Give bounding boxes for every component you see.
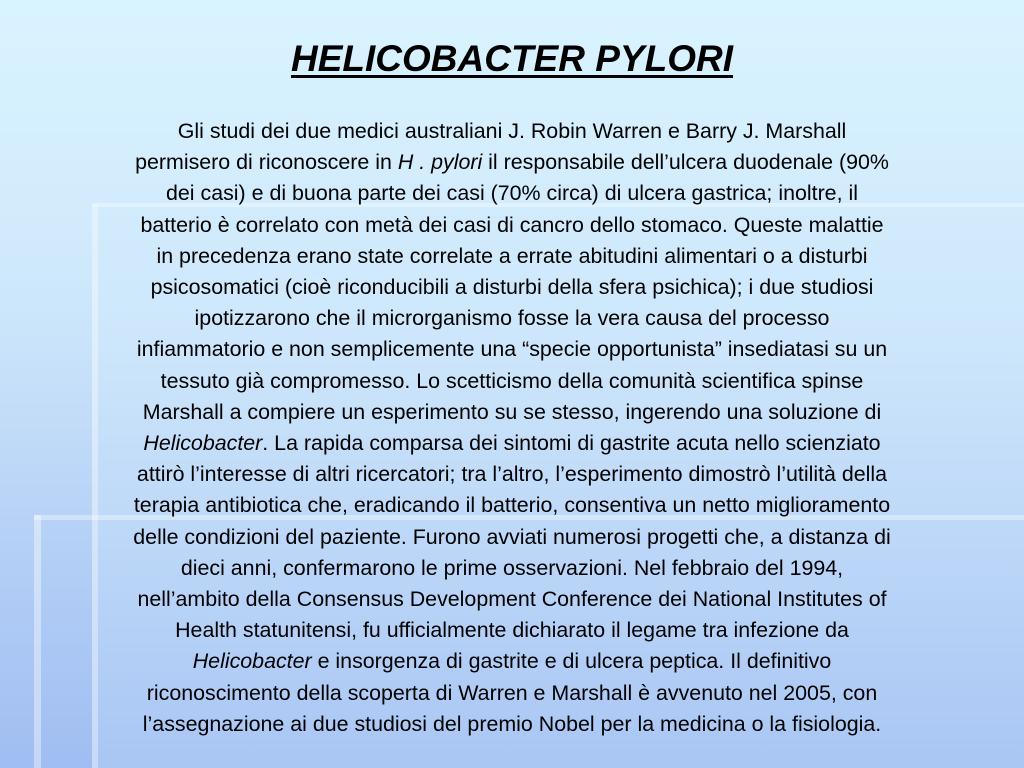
slide-body-text	[50, 116, 974, 740]
text-line: tessuto già compromesso. Lo scetticismo della comunità scientifica spinse	[160, 368, 864, 393]
text-line: l’assegnazione ai due studiosi del premio Nobel per la medicina o la fisiologia.	[142, 711, 882, 736]
text-line: Helicobacter. La rapida comparsa dei sintomi di gastrite acuta nello scienziato	[143, 431, 881, 456]
text-line: infiammatorio e non semplicemente una “specie opportunista” insediatasi su un	[136, 337, 888, 362]
text-line: batterio è correlato con metà dei casi di cancro dello stomaco. Queste malattie	[140, 212, 884, 237]
text-line: ipotizzarono che il microrganismo fosse la vera causa del processo	[194, 306, 830, 331]
genus-name-italic: Helicobacter	[192, 649, 312, 674]
slide-title: HELICOBACTER PYLORI	[291, 38, 733, 79]
text-line: permisero di riconoscere in H . pylori il responsabile dell’ulcera duodenale (90%	[135, 150, 889, 175]
text-line: riconoscimento della scoperta di Warren e Marshall è avvenuto nel 2005, con	[146, 680, 878, 705]
text-line: delle condizioni del paziente. Furono avviati numerosi progetti che, a distanza di	[133, 524, 891, 549]
text-line: dieci anni, confermarono le prime osservazioni. Nel febbraio del 1994,	[180, 555, 844, 580]
genus-name-italic: Helicobacter	[143, 431, 263, 456]
text-line: Health statunitensi, fu ufficialmente dichiarato il legame tra infezione da	[175, 618, 849, 643]
species-name-italic: H . pylori	[397, 150, 483, 175]
text-line: Helicobacter e insorgenza di gastrite e di ulcera peptica. Il definitivo	[192, 649, 832, 674]
text-line: Marshall a compiere un esperimento su se stesso, ingerendo una soluzione di	[142, 399, 882, 424]
text-line: dei casi) e di buona parte dei casi (70% circa) di ulcera gastrica; inoltre, il	[166, 181, 858, 206]
text-line: attirò l’interesse di altri ricercatori; tra l’altro, l’esperimento dimostrò l’utilità della	[136, 462, 888, 487]
text-line: in precedenza erano state correlate a errate abitudini alimentari o a disturbi	[156, 243, 868, 268]
text-line: terapia antibiotica che, eradicando il batterio, consentiva un netto miglioramento	[133, 493, 891, 518]
text-line: psicosomatici (cioè riconducibili a disturbi della sfera psichica); i due studiosi	[150, 275, 874, 300]
text-line: nell’ambito della Consensus Development Conference dei National Institutes of	[137, 587, 887, 612]
decorative-band	[34, 515, 41, 768]
text-line: Gli studi dei due medici australiani J. Robin Warren e Barry J. Marshall	[177, 119, 847, 143]
